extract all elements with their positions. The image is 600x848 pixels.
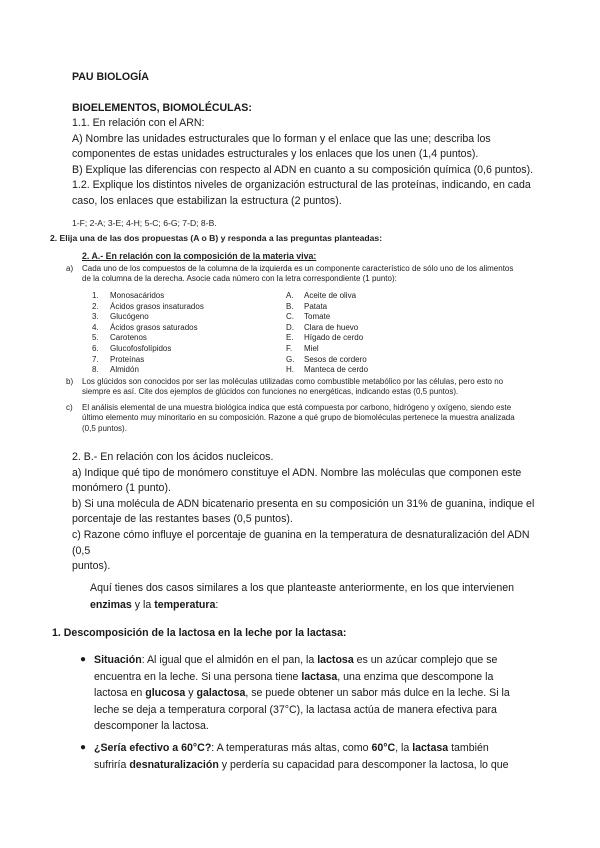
food-item-number: E.: [286, 333, 294, 343]
compound-item-label: Glucógeno: [110, 312, 149, 322]
compound-item-number: 8.: [92, 365, 99, 375]
effectiveness-text: también: [448, 742, 489, 754]
item-b-text: [82, 377, 552, 398]
item-c-line: El análisis elemental de una muestra biológica indica que está compuesta por carbono, hidrógeno y oxígeno, siendo este: [82, 403, 512, 412]
food-item-number: G.: [286, 354, 295, 364]
food-item-label: Clara de huevo: [304, 322, 359, 332]
effectiveness-line: [94, 740, 544, 757]
question-2b-line: c) Razone cómo influye el porcentaje de guanina en la temperatura de desnaturalización del ADN (0,5: [72, 528, 530, 557]
bullet-icon: ●: [80, 654, 87, 665]
compound-item-number: 7.: [92, 354, 99, 364]
food-item-label: Manteca de cerdo: [304, 365, 369, 375]
compound-item: [92, 333, 282, 344]
question-2b-line: b) Si una molécula de ADN bicatenario presenta en su composición un 31% de guanina, indique el: [72, 497, 535, 510]
effectiveness-bold: 60°C: [371, 742, 396, 754]
item-b-line: siempre es así. Cite dos ejemplos de glúcidos con funciones no energéticas, indicando estas (0,5 puntos).: [82, 387, 459, 397]
question-1: [72, 116, 542, 209]
food-item: [286, 344, 466, 355]
food-item-label: Miel: [304, 343, 319, 353]
food-item: [286, 291, 466, 302]
situation-line: leche se deja a temperatura corporal (37°C), la lactasa actúa de manera efectiva para: [94, 703, 497, 716]
compound-item-number: 5.: [92, 333, 99, 343]
item-c-marker: c): [66, 403, 73, 412]
food-item: [286, 333, 466, 344]
compound-item-label: Carotenos: [110, 333, 147, 343]
question-1-line: 1.1. En relación con el ARN:: [72, 117, 205, 129]
compound-item-number: 6.: [92, 343, 99, 353]
intro-bold: temperatura: [154, 599, 216, 611]
situation-line: [94, 652, 544, 669]
compound-item-number: 1.: [92, 291, 99, 300]
situation-text: , una enzima que descompone la: [337, 670, 494, 683]
compound-item: [92, 291, 282, 302]
food-item-label: Tomate: [304, 312, 331, 322]
compound-item: [92, 365, 282, 376]
effectiveness-label: ¿Sería efectivo a 60°C?: [94, 742, 212, 754]
food-item-label: Hígado de cerdo: [304, 333, 364, 343]
intro-paragraph: [90, 580, 550, 614]
food-item-number: D.: [286, 322, 294, 332]
effectiveness-text: sufriría: [94, 758, 130, 771]
food-item-label: Aceite de oliva: [304, 291, 357, 300]
effectiveness-text: y perdería su capacidad para descomponer la lactosa, lo que: [218, 758, 509, 771]
situation-text: , se puede obtener un sabor más dulce en la leche. Si la: [245, 687, 510, 699]
effectiveness-text: , la: [395, 742, 413, 754]
situation-line: [94, 669, 544, 686]
compound-item-number: 4.: [92, 322, 99, 332]
situation-bold: galactosa: [196, 687, 246, 699]
food-item-label: Sesos de cordero: [304, 354, 367, 364]
food-item-number: A.: [286, 291, 294, 300]
effectiveness-bold: lactasa: [412, 742, 449, 754]
situation-text: es un azúcar complejo que se: [353, 654, 498, 666]
food-item: [286, 323, 466, 334]
item-a-marker: a): [66, 264, 74, 273]
item-c-line: (0,5 puntos).: [82, 423, 127, 433]
situation-bold: glucosa: [145, 687, 186, 699]
exam-question-2: 2. Elija una de las dos propuestas (A o B) y responda a las preguntas planteadas:: [50, 233, 383, 243]
question-1-line: B) Explique las diferencias con respecto al ADN en cuanto a su composición química (0,6 puntos).: [72, 163, 534, 176]
food-item-number: H.: [286, 365, 294, 375]
compound-item-label: Monosacáridos: [110, 291, 165, 300]
item-b-marker: b): [66, 377, 74, 386]
bullet-icon: ●: [80, 742, 87, 753]
food-item-label: Patata: [304, 301, 328, 311]
effectiveness-bullet: [80, 740, 544, 773]
compound-item-label: Almidón: [110, 365, 139, 375]
food-item: [286, 365, 466, 376]
compound-item: [92, 355, 282, 366]
section-heading: BIOELEMENTOS, BIOMOLÉCULAS:: [72, 102, 252, 114]
item-a-line: Cada uno de los compuestos de la columna de la izquierda es un componente característico de sólo uno de los alimentos: [82, 264, 514, 273]
question-2b-line: porcentaje de las restantes bases (0,5 puntos).: [72, 513, 293, 526]
item-a-text: [82, 264, 552, 285]
compound-item-label: Ácidos grasos saturados: [110, 322, 198, 332]
compound-item-label: Glucofosfolípidos: [110, 343, 172, 353]
exam-subtitle-2a: 2. A.- En relación con la composición de la materia viva:: [82, 251, 317, 261]
question-2b-line: puntos).: [72, 560, 111, 573]
situation-text: lactosa en: [94, 687, 146, 699]
foods-column: [286, 291, 466, 376]
item-c-text: [82, 403, 552, 434]
effectiveness-text: : A temperaturas más altas, como: [211, 742, 372, 754]
effectiveness-bold: desnaturalización: [129, 758, 219, 771]
food-item-number: B.: [286, 301, 294, 311]
situation-text: y: [185, 687, 197, 699]
compound-item-label: Proteínas: [110, 354, 145, 364]
food-item-number: F.: [286, 343, 293, 353]
question-1-line: componentes de estas unidades estructurales y los enlaces que los unen (1,4 puntos).: [72, 148, 479, 160]
compound-item-number: 3.: [92, 312, 99, 322]
item-c-line: último elemento muy minoritario en su composición. Razone a qué grupo de biomoléculas pertenece la muestra analizada: [82, 413, 515, 423]
item-a-line: de la columna de la derecha. Asocie cada número con la letra correspondiente (1 punto):: [82, 274, 397, 284]
intro-line: [90, 597, 550, 614]
question-1-line: caso, los enlaces que estabilizan la estructura (2 puntos).: [72, 194, 342, 207]
case-1-heading: 1. Descomposición de la lactosa en la leche por la lactasa:: [52, 627, 347, 639]
food-item: [286, 312, 466, 323]
answer-key: 1-F; 2-A; 3-E; 4-H; 5-C; 6-G; 7-D; 8-B.: [72, 218, 217, 228]
situation-line: descomponer la lactosa.: [94, 720, 209, 732]
situation-bold: lactasa: [301, 670, 338, 683]
situation-line: [94, 685, 544, 702]
situation-text: encuentra en la leche. Si una persona tiene: [94, 670, 302, 683]
situation-label: Situación: [94, 654, 142, 666]
situation-text: : Al igual que el almidón en el pan, la: [141, 654, 318, 666]
compound-item: [92, 302, 282, 313]
question-2b-line: monómero (1 punto).: [72, 482, 171, 495]
intro-text: y la: [131, 599, 155, 611]
compound-item: [92, 323, 282, 334]
question-2b-line: a) Indique qué tipo de monómero constituye el ADN. Nombre las moléculas que componen este: [72, 466, 522, 479]
question-2b-line: 2. B.- En relación con los ácidos nucleicos.: [72, 451, 274, 463]
document-title: PAU BIOLOGÍA: [72, 71, 149, 83]
compound-item: [92, 312, 282, 323]
intro-line: Aquí tienes dos casos similares a los que planteaste anteriormente, en los que intervienen: [90, 582, 514, 594]
question-2b: [72, 450, 542, 575]
food-item-number: C.: [286, 312, 294, 322]
situation-bullet: [80, 652, 544, 735]
situation-bold: lactosa: [317, 654, 354, 666]
compound-item-number: 2.: [92, 301, 99, 311]
question-1-line: 1.2. Explique los distintos niveles de organización estructural de las proteínas, indicando, en cada: [72, 179, 531, 191]
compound-item: [92, 344, 282, 355]
food-item: [286, 355, 466, 366]
item-b-line: Los glúcidos son conocidos por ser las moléculas utilizadas como combustible metabólico por las células, pero esto no: [82, 377, 504, 386]
effectiveness-line: [94, 757, 544, 774]
question-1-line: A) Nombre las unidades estructurales que lo forman y el enlace que las une; describa los: [72, 132, 491, 145]
compounds-column: [92, 291, 282, 376]
intro-text: :: [215, 599, 219, 611]
compound-item-label: Ácidos grasos insaturados: [110, 301, 204, 311]
food-item: [286, 302, 466, 313]
intro-bold: enzimas: [90, 599, 132, 611]
